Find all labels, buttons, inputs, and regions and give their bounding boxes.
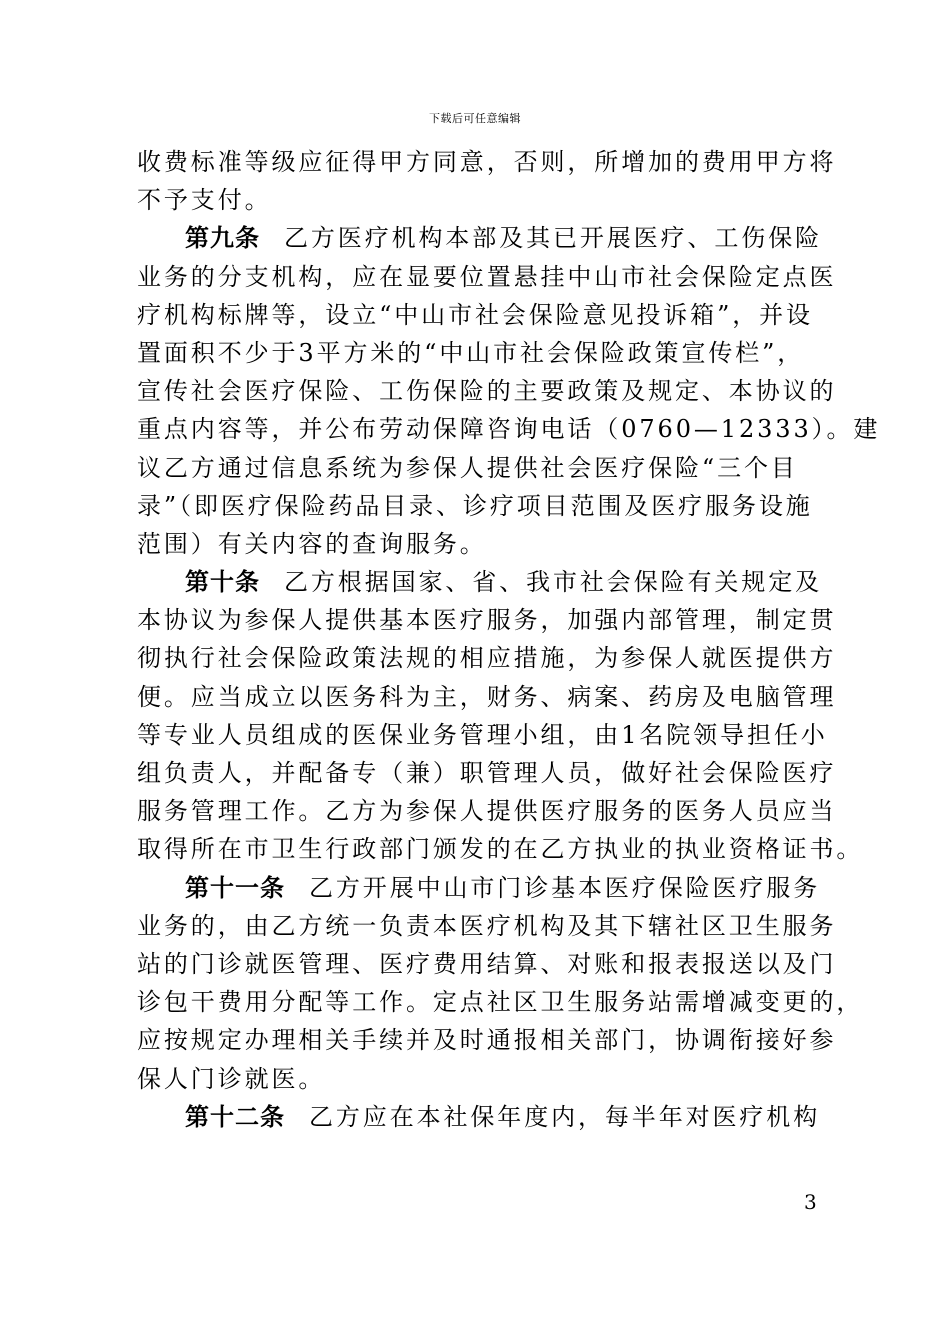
text-line: 组负责人，并配备专（兼）职管理人员，做好社会保险医疗 <box>137 759 837 787</box>
article-heading: 第九条 <box>185 224 260 253</box>
text-line: 宣传社会医疗保险、工伤保险的主要政策及规定、本协议的 <box>137 377 837 406</box>
text-line: 不予支付。 <box>137 186 272 215</box>
text-line: 议乙方通过信息系统为参保人提供社会医疗保险“三个目 <box>137 453 798 482</box>
text-line: 服务管理工作。乙方为参保人提供医疗服务的医务人员应当 <box>137 797 837 826</box>
paragraph-continuation <box>137 143 837 219</box>
text-line: 业务的，由乙方统一负责本医疗机构及其下辖社区卫生服务 <box>137 911 837 940</box>
article-heading: 第十一条 <box>185 873 285 902</box>
paragraph-article-9 <box>137 219 881 563</box>
text-line <box>137 563 822 601</box>
text-line <box>137 1098 821 1136</box>
text-line: 重点内容等，并公布劳动保障咨询电话（0760—12333）。建 <box>137 415 881 444</box>
text-line: 本协议为参保人提供基本医疗服务，加强内部管理，制定贯 <box>137 606 837 635</box>
page-number: 3 <box>804 1190 817 1214</box>
document-header-note: 下载后可任意编辑 <box>429 112 521 125</box>
text-line <box>137 869 821 907</box>
text-line <box>137 219 822 257</box>
text-line: 取得所在市卫生行政部门颁发的在乙方执业的执业资格证书。 <box>137 835 864 864</box>
text-line-content: 乙方医疗机构本部及其已开展医疗、工伤保险 <box>284 224 822 253</box>
text-line: 范围）有关内容的查询服务。 <box>137 529 487 558</box>
paragraph-article-12 <box>137 1098 821 1136</box>
text-line: 收费标准等级应征得甲方同意，否则，所增加的费用甲方将 <box>137 148 837 176</box>
paragraph-article-11 <box>137 869 864 1098</box>
text-line: 置面积不少于3平方米的“中山市社会保险政策宣传栏”， <box>137 338 805 367</box>
text-line: 便。应当成立以医务科为主，财务、病案、药房及电脑管理 <box>137 682 837 711</box>
text-line: 保人门诊就医。 <box>137 1064 326 1093</box>
text-line: 诊包干费用分配等工作。定点社区卫生服务站需增减变更的， <box>137 988 864 1017</box>
text-line-content: 乙方开展中山市门诊基本医疗保险医疗服务 <box>309 873 821 902</box>
text-line: 站的门诊就医管理、医疗费用结算、对账和报表报送以及门 <box>137 949 837 978</box>
document-body <box>137 143 881 1136</box>
text-line: 疗机构标牌等，设立“中山市社会保险意见投诉箱”，并设 <box>137 300 813 329</box>
text-line: 录”（即医疗保险药品目录、诊疗项目范围及医疗服务设施 <box>137 491 813 520</box>
article-heading: 第十条 <box>185 568 260 597</box>
article-heading: 第十二条 <box>185 1102 285 1131</box>
text-line-content: 乙方根据国家、省、我市社会保险有关规定及 <box>284 568 822 597</box>
text-line: 业务的分支机构，应在显要位置悬挂中山市社会保险定点医 <box>137 262 837 291</box>
text-line-content: 乙方应在本社保年度内，每半年对医疗机构 <box>309 1102 821 1131</box>
text-line: 等专业人员组成的医保业务管理小组，由1名院领导担任小 <box>137 720 828 749</box>
text-line: 彻执行社会保险政策法规的相应措施，为参保人就医提供方 <box>137 644 837 673</box>
text-line: 应按规定办理相关手续并及时通报相关部门，协调衔接好参 <box>137 1026 837 1055</box>
paragraph-article-10 <box>137 563 864 869</box>
